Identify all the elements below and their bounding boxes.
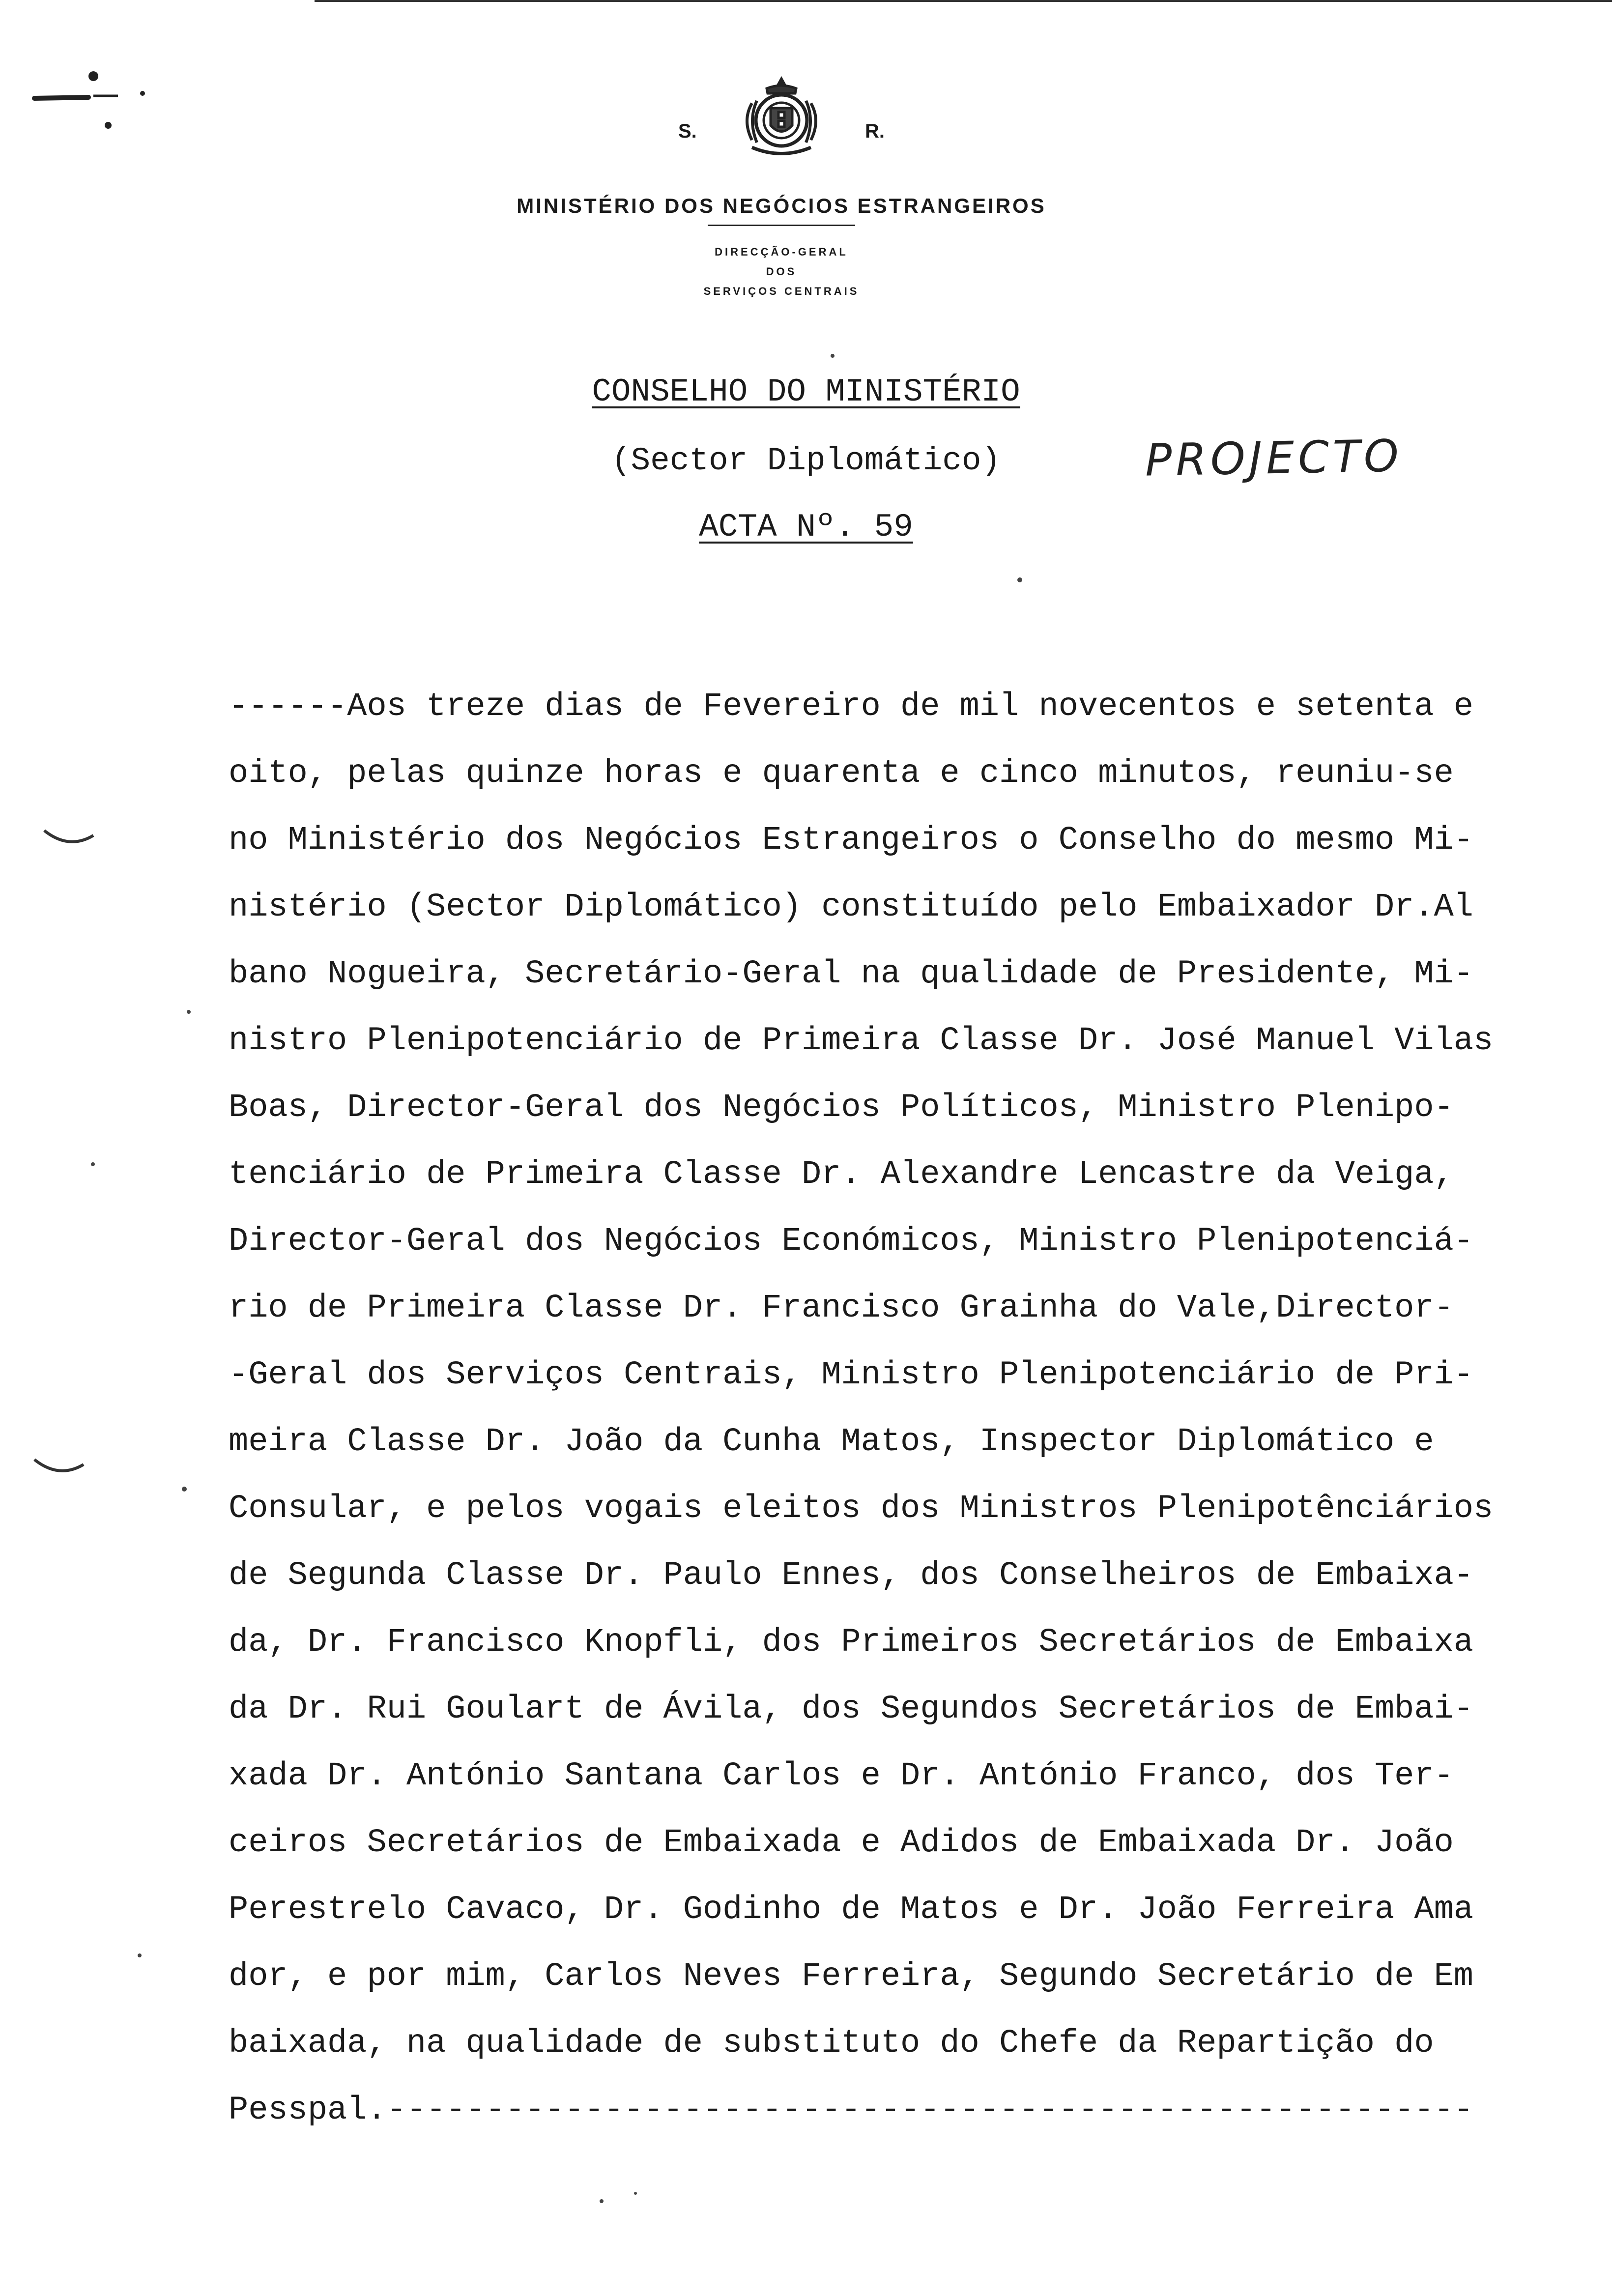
body-line: xada Dr. António Santana Carlos e Dr. António Franco, dos Ter- [229, 1757, 1454, 1795]
body-line: da, Dr. Francisco Knopfli, dos Primeiros Secretários de Embaixa [229, 1624, 1474, 1661]
body-line: -Geral dos Serviços Centrais, Ministro Plenipotenciário de Pri- [229, 1356, 1474, 1394]
body-line: da Dr. Rui Goulart de Ávila, dos Segundos Secretários de Embai- [229, 1691, 1474, 1728]
scan-speck [600, 2199, 604, 2203]
margin-tick-icon [39, 826, 98, 855]
body-line: no Ministério dos Negócios Estrangeiros o Conselho do mesmo Mi- [229, 822, 1474, 859]
margin-tick-icon [29, 1455, 88, 1484]
body-line: bano Nogueira, Secretário-Geral na qualidade de Presidente, Mi- [229, 955, 1474, 993]
body-line: dor, e por mim, Carlos Neves Ferreira, Segundo Secretário de Em [229, 1958, 1474, 1995]
scan-speck [187, 1010, 191, 1014]
body-line: Director-Geral dos Negócios Económicos, Ministro Plenipotenciá- [229, 1223, 1474, 1260]
scan-speck [138, 1953, 142, 1957]
body-line: Pesspal.------------------------------------------------------- [229, 2092, 1474, 2129]
right-initial: R. [865, 120, 885, 142]
coat-of-arms-icon [737, 74, 826, 157]
dept-line-2: DOS [766, 265, 797, 278]
acta-number: ACTA Nº. 59 [699, 509, 913, 545]
handwritten-draft-note: PROJECTO [1145, 430, 1403, 487]
body-line: Perestrelo Cavaco, Dr. Godinho de Matos e Dr. João Ferreira Ama [229, 1891, 1474, 1928]
sector-subtitle: (Sector Diplomático) [611, 442, 1001, 479]
body-line: Boas, Director-Geral dos Negócios Políticos, Ministro Plenipo- [229, 1089, 1454, 1126]
body-line: meira Classe Dr. João da Cunha Matos, Inspector Diplomático e [229, 1423, 1434, 1461]
body-line: nistério (Sector Diplomático) constituído pelo Embaixador Dr.Al [229, 889, 1474, 926]
body-line: ceiros Secretários de Embaixada e Adidos de Embaixada Dr. João [229, 1824, 1454, 1862]
minutes-body [229, 673, 1526, 2144]
scan-speck [182, 1487, 187, 1492]
body-line: oito, pelas quinze horas e quarenta e cinco minutos, reuniu-se [229, 755, 1454, 792]
scan-speck [91, 1162, 95, 1166]
top-edge-rule [315, 0, 1612, 2]
ministry-underline [708, 225, 855, 226]
dept-line-1: DIRECÇÃO-GERAL [715, 246, 848, 258]
body-line: nistro Plenipotenciário de Primeira Classe Dr. José Manuel Vilas [229, 1022, 1494, 1060]
dept-line-3: SERVIÇOS CENTRAIS [703, 285, 860, 297]
body-line: baixada, na qualidade de substituto do Chefe da Repartição do [229, 2025, 1434, 2062]
body-line: Consular, e pelos vogais eleitos dos Ministros Plenipotênciários [229, 1490, 1494, 1527]
body-line: rio de Primeira Classe Dr. Francisco Grainha do Vale,Director- [229, 1290, 1454, 1327]
punch-mark-icon [20, 59, 147, 147]
scan-speck [1017, 577, 1022, 582]
scan-speck [634, 2192, 637, 2195]
scan-speck [831, 354, 835, 358]
ministry-name: MINISTÉRIO DOS NEGÓCIOS ESTRANGEIROS [517, 194, 1046, 217]
body-line: tenciário de Primeira Classe Dr. Alexandre Lencastre da Veiga, [229, 1156, 1454, 1193]
body-line: ------Aos treze dias de Fevereiro de mil novecentos e setenta e [229, 688, 1474, 725]
crest-row [678, 74, 885, 157]
council-title: CONSELHO DO MINISTÉRIO [592, 373, 1020, 410]
body-line: de Segunda Classe Dr. Paulo Ennes, dos Conselheiros de Embaixa- [229, 1557, 1474, 1594]
left-initial: S. [678, 120, 697, 142]
